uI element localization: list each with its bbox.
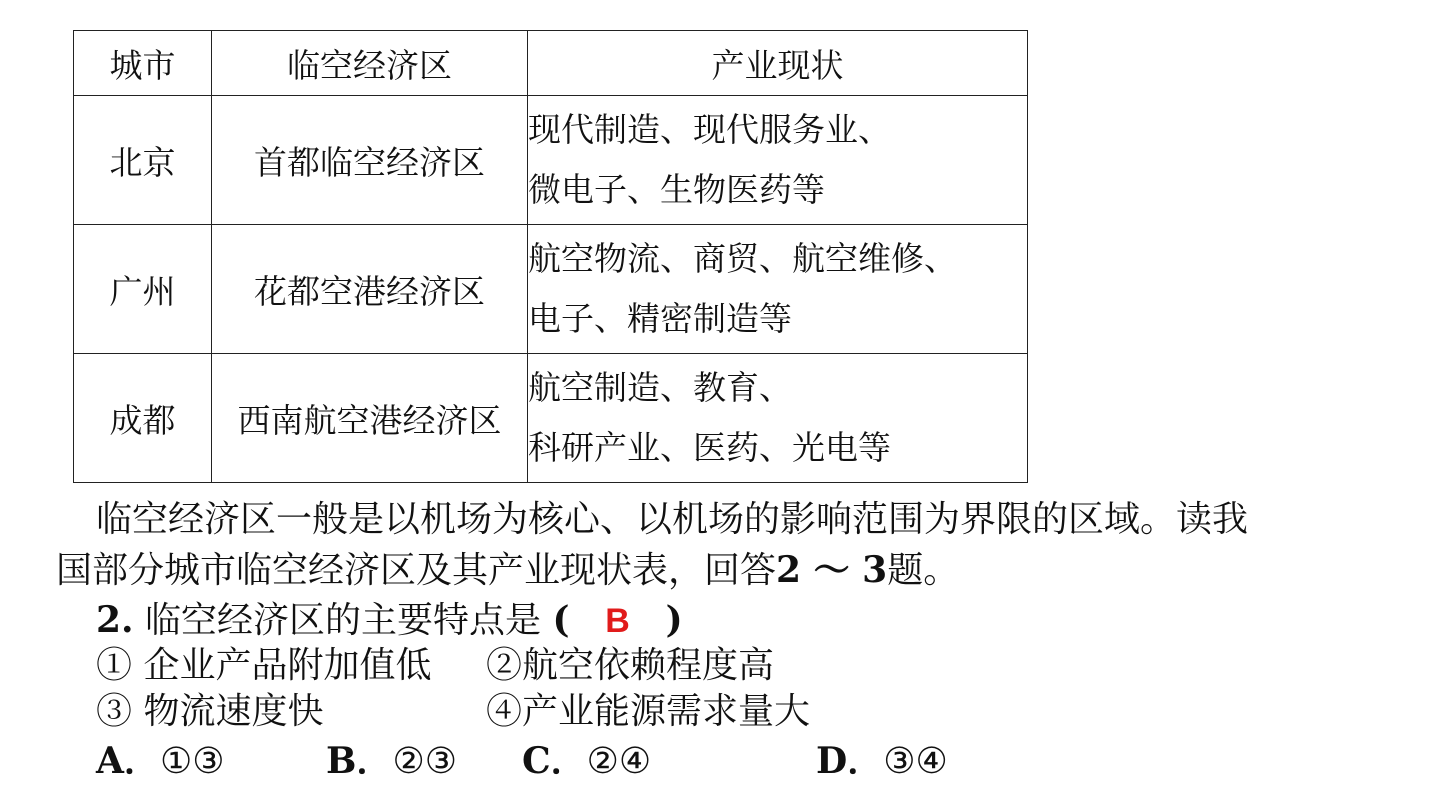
question-stem-line	[0, 599, 1440, 641]
question-range: 2 ～ 3	[776, 549, 888, 591]
header-city: 城市	[74, 31, 212, 96]
choice-letter: B．	[326, 740, 393, 782]
question-stem: 临空经济区的主要特点是	[145, 600, 542, 641]
passage-text: 国部分城市临空经济区及其产业现状表，回答	[56, 550, 777, 591]
passage-line-1: 临空经济区一般是以机场为核心、以机场的影响范围为界限的区域。读我	[96, 499, 1249, 540]
cell-industry	[528, 354, 1028, 483]
statement-3: ③ 物流速度快	[96, 691, 324, 732]
choice-a	[96, 740, 225, 782]
industry-line: 微电子、生物医药等	[528, 170, 825, 209]
passage-text-end: 题。	[887, 550, 960, 591]
choice-c	[522, 740, 652, 782]
statement-2: ②航空依赖程度高	[486, 645, 775, 686]
industry-line: 科研产业、医药、光电等	[528, 428, 891, 467]
choice-b	[326, 740, 457, 782]
cell-city: 北京	[74, 96, 212, 225]
choice-value: ③④	[883, 741, 948, 782]
industry-line: 航空物流、商贸、航空维修、	[528, 239, 957, 278]
table-row	[74, 354, 1028, 483]
industry-table	[73, 30, 1028, 483]
table-row	[74, 225, 1028, 354]
choice-value: ①③	[159, 741, 225, 782]
header-industry: 产业现状	[528, 31, 1028, 96]
passage-line-2	[0, 549, 1440, 591]
cell-city: 成都	[74, 354, 212, 483]
cell-zone: 首都临空经济区	[212, 96, 528, 225]
cell-zone: 花都空港经济区	[212, 225, 528, 354]
table-header-row	[74, 31, 1028, 96]
answer-mark: B	[605, 602, 630, 640]
choice-value: ②④	[586, 741, 652, 782]
header-zone: 临空经济区	[212, 31, 528, 96]
cell-city: 广州	[74, 225, 212, 354]
industry-line: 现代制造、现代服务业、	[528, 110, 891, 149]
choice-letter: C．	[522, 740, 587, 782]
statement-4: ④产业能源需求量大	[486, 691, 811, 732]
table-row	[74, 96, 1028, 225]
industry-line: 电子、精密制造等	[528, 299, 792, 338]
cell-industry	[528, 225, 1028, 354]
question-number: 2.	[96, 599, 134, 641]
industry-line: 航空制造、教育、	[528, 368, 792, 407]
statement-1: ① 企业产品附加值低	[96, 645, 432, 686]
paren-open: (	[552, 599, 570, 641]
choice-d	[816, 740, 948, 782]
paren-close: )	[665, 599, 683, 641]
cell-industry	[528, 96, 1028, 225]
cell-zone: 西南航空港经济区	[212, 354, 528, 483]
choice-letter: D．	[816, 740, 884, 782]
choice-letter: A．	[96, 740, 160, 782]
choice-value: ②③	[392, 741, 457, 782]
